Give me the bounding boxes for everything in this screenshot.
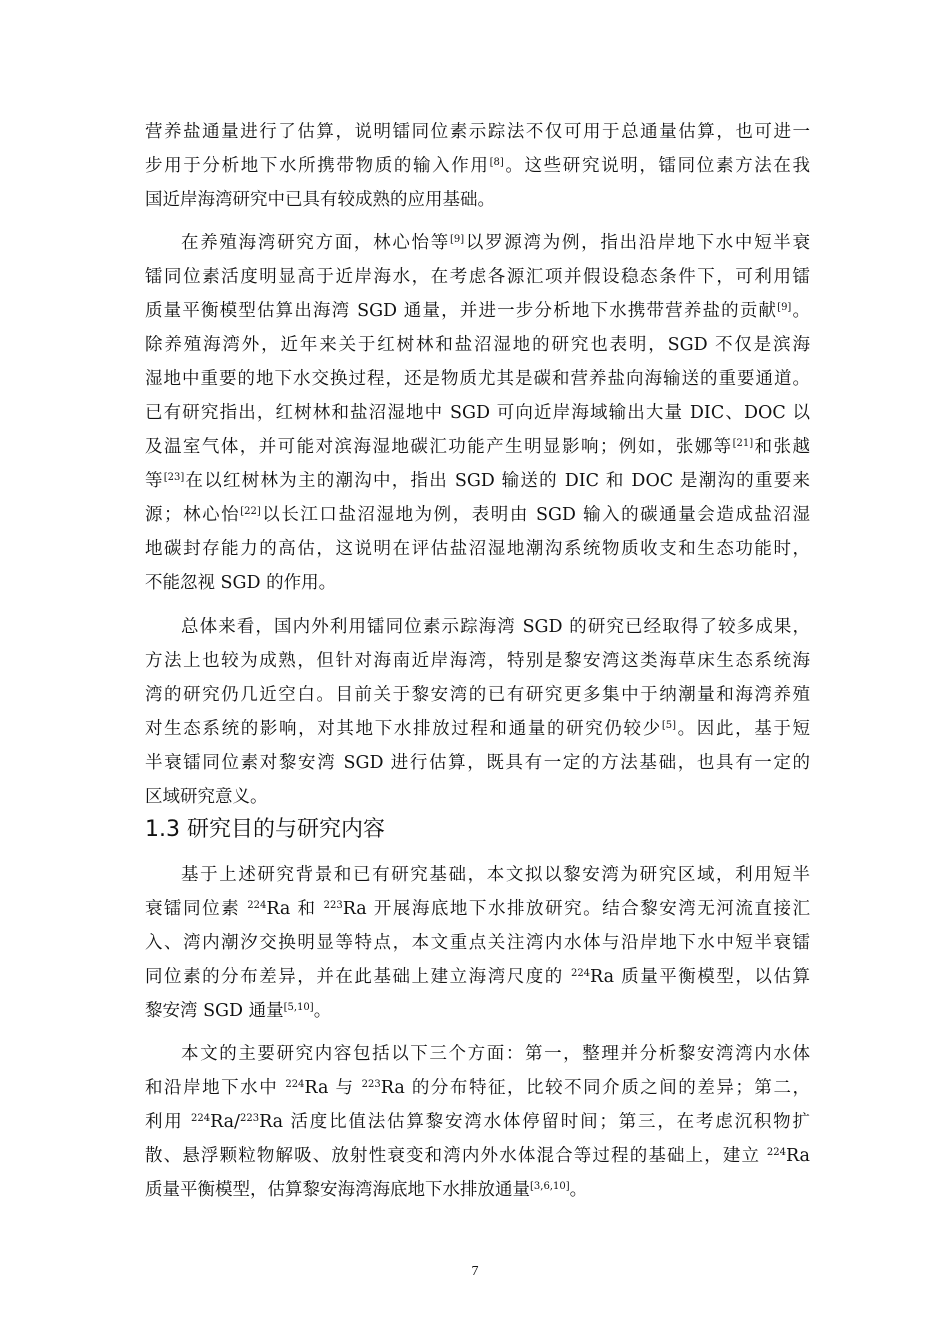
text-line: 区域研究意义。 [145, 787, 268, 807]
text-line: 等[23]在以红树林为主的潮沟中，指出 SGD 输送的 DIC 和 DOC 是潮沟的重要来 [145, 471, 810, 491]
superscript: 224 [247, 900, 267, 911]
superscript: 224 [191, 1113, 211, 1124]
text-line: 入、湾内潮汐交换明显等特点，本文重点关注湾内水体与沿岸地下水中短半衰镭 [145, 933, 810, 953]
superscript: 224 [766, 1147, 786, 1158]
text-line: 及温室气体，并可能对滨海湿地碳汇功能产生明显影响；例如，张娜等[21]和张越 [145, 437, 810, 457]
text-line: 基于上述研究背景和已有研究基础，本文拟以黎安湾为研究区域，利用短半 [181, 865, 810, 885]
paragraph-aquaculture-bay-studies [145, 226, 810, 600]
text-line: 质量平衡模型估算出海湾 SGD 通量，并进一步分析地下水携带营养盐的贡献[9]。 [145, 301, 810, 321]
superscript: 223 [240, 1113, 260, 1124]
superscript: 223 [361, 1079, 381, 1090]
text-line: 除养殖海湾外，近年来关于红树林和盐沼湿地的研究也表明，SGD 不仅是滨海 [145, 335, 810, 355]
superscript: [22] [240, 506, 261, 517]
superscript: [21] [732, 438, 754, 449]
superscript: [23] [163, 472, 185, 483]
paragraph-research-objective [145, 858, 810, 1028]
text-line: 本文的主要研究内容包括以下三个方面：第一，整理并分析黎安湾湾内水体 [181, 1044, 810, 1064]
page-number: 7 [471, 1264, 479, 1279]
text-line: 利用 $^{224}$Ra/$^{223}$Ra 活度比值法估算黎安湾水体停留时间；第三，在考虑沉积物扩 [145, 1112, 810, 1132]
text-line: 湾的研究仍几近空白。目前关于黎安湾的已有研究更多集中于纳潮量和海湾养殖 [145, 685, 810, 705]
superscript: [5] [661, 720, 677, 731]
superscript: [3,6,10] [530, 1181, 570, 1192]
text-line: 镭同位素活度明显高于近岸海水，在考虑各源汇项并假设稳态条件下，可利用镭 [145, 267, 810, 287]
superscript: 224 [285, 1079, 305, 1090]
superscript: [9] [450, 234, 465, 245]
text-line: 湿地中重要的地下水交换过程，还是物质尤其是碳和营养盐向海输送的重要通道。 [145, 369, 810, 389]
text-line: 同位素的分布差异，并在此基础上建立海湾尺度的 $^{224}$Ra 质量平衡模型，以估算 [145, 967, 810, 987]
text-line: 地碳封存能力的高估，这说明在评估盐沼湿地潮沟系统物质收支和生态功能时， [145, 539, 810, 559]
text-line: 在养殖海湾研究方面，林心怡等[9]以罗源湾为例，指出沿岸地下水中短半衰 [181, 233, 810, 253]
section-heading: 1.3 研究目的与研究内容 [145, 817, 385, 842]
text-line: 步用于分析地下水所携带物质的输入作用[8]。这些研究说明，镭同位素方法在我 [145, 156, 810, 176]
text-line: 营养盐通量进行了估算，说明镭同位素示踪法不仅可用于总通量估算，也可进一 [145, 122, 810, 142]
text-line: 和沿岸地下水中 $^{224}$Ra 与 $^{223}$Ra 的分布特征，比较不同介质之间的差异；第二， [145, 1078, 810, 1098]
paragraph-ra-tracer-summary [145, 115, 810, 217]
superscript: [9] [777, 302, 792, 313]
text-line: 半衰镭同位素对黎安湾 SGD 进行估算，既具有一定的方法基础，也具有一定的 [145, 753, 810, 773]
superscript: [5,10] [283, 1002, 314, 1013]
text-line: 国近岸海湾研究中已具有较成熟的应用基础。 [145, 190, 495, 210]
text-line: 对生态系统的影响，对其地下水排放过程和通量的研究仍较少[5]。因此，基于短 [145, 719, 810, 739]
superscript: 223 [323, 900, 343, 911]
text-line: 总体来看，国内外利用镭同位素示踪海湾 SGD 的研究已经取得了较多成果， [181, 617, 810, 637]
text-line: 衰镭同位素 $^{224}$Ra 和 $^{223}$Ra 开展海底地下水排放研究。结合黎安湾无河流直接汇 [145, 899, 810, 919]
superscript: [8] [489, 157, 504, 168]
text-line: 方法上也较为成熟，但针对海南近岸海湾，特别是黎安湾这类海草床生态系统海 [145, 651, 810, 671]
superscript: 224 [570, 968, 591, 979]
text-line: 源；林心怡[22]以长江口盐沼湿地为例，表明由 SGD 输入的碳通量会造成盐沼湿 [145, 505, 810, 525]
text-line: 散、悬浮颗粒物解吸、放射性衰变和湾内外水体混合等过程的基础上，建立 $^{224}$Ra [145, 1146, 810, 1166]
text-line: 黎安湾 SGD 通量[5,10]。 [145, 1001, 332, 1021]
paragraph-research-gap [145, 610, 810, 814]
text-line: 质量平衡模型，估算黎安海湾海底地下水排放通量[3,6,10]。 [145, 1180, 588, 1200]
paragraph-research-content [145, 1037, 810, 1207]
text-line: 不能忽视 SGD 的作用。 [145, 573, 337, 593]
text-line: 已有研究指出，红树林和盐沼湿地中 SGD 可向近岸海域输出大量 DIC、DOC 以 [145, 403, 810, 423]
